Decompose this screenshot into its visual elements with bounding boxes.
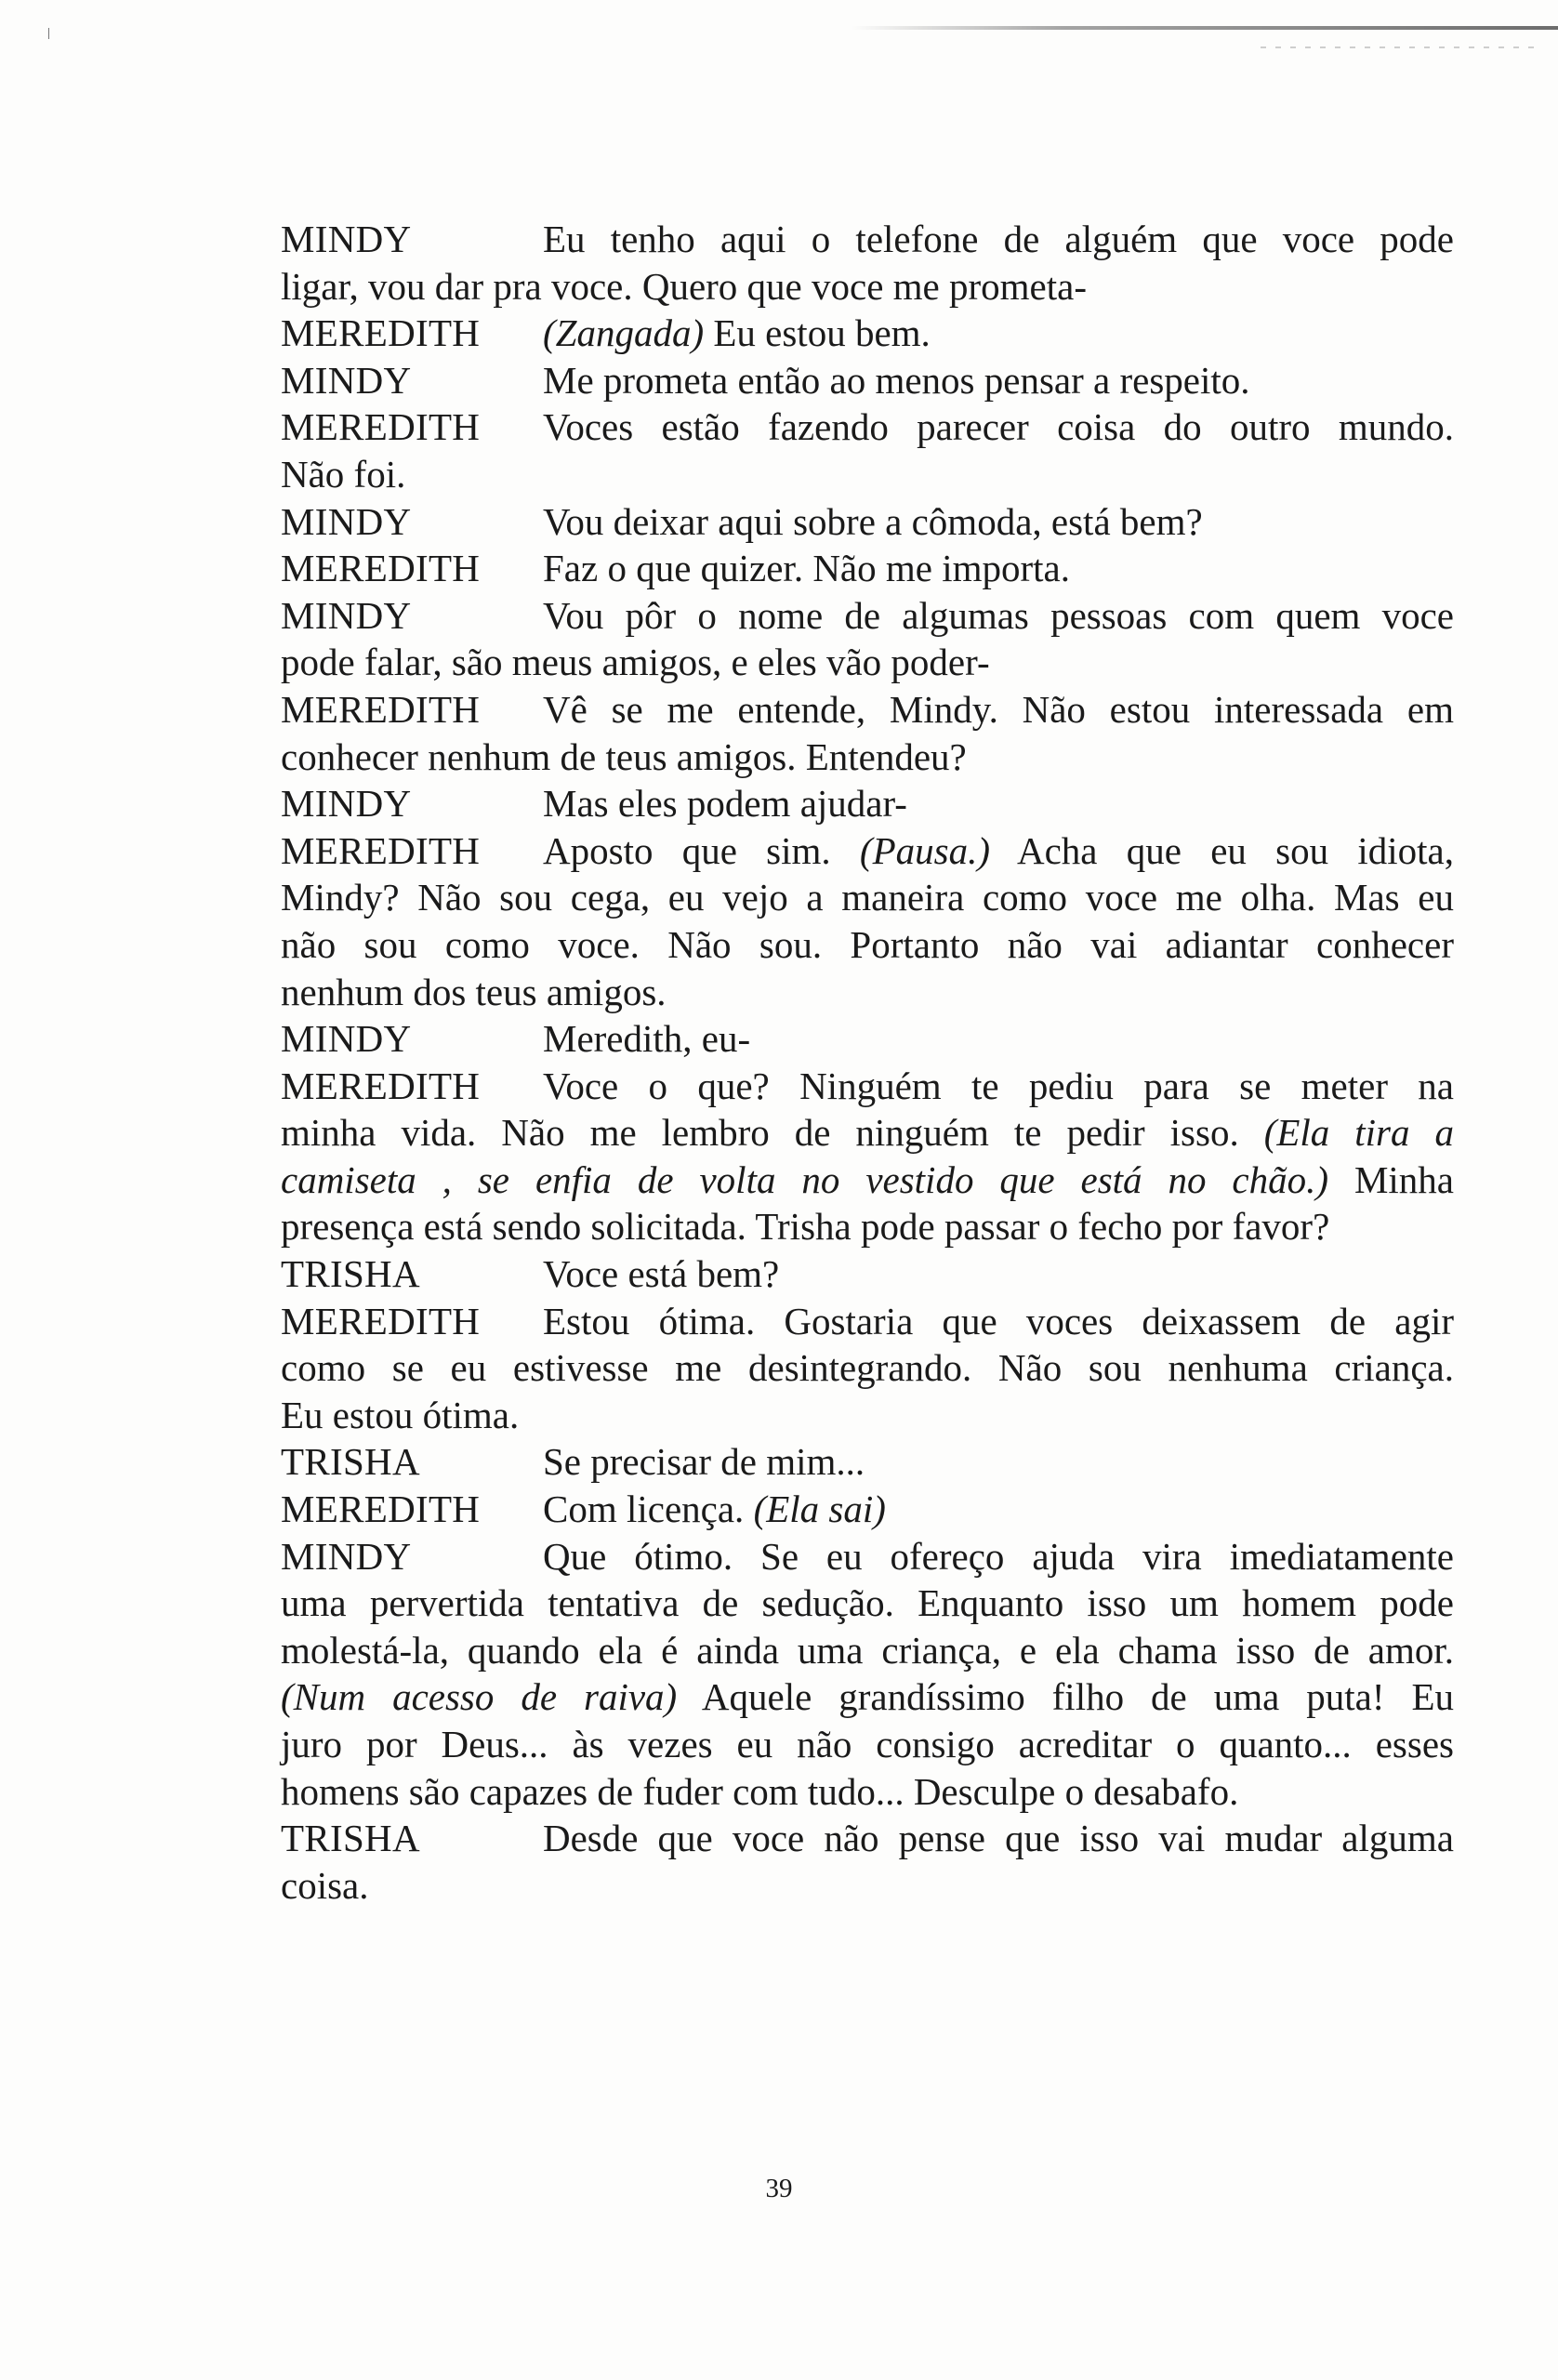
dialogue-line [281,1298,1454,1345]
dialogue-line [281,1580,1454,1627]
margin-mark [48,28,53,39]
speaker-name: MEREDITH [281,311,481,355]
dialogue-text: Vou deixar aqui sobre a cômoda, está bem? [543,499,1203,543]
dialogue-text: Eu tenho aqui o telefone de alguém que voce pode [543,218,1454,260]
dialogue-line [281,403,1454,451]
dialogue-line [281,639,1454,686]
dialogue-line [281,216,1454,263]
dialogue-text: molestá-la, quando ela é ainda uma criança, e ela chama isso de amor. [281,1628,1454,1672]
dialogue-line [281,1768,1454,1816]
dialogue-line [281,1438,1454,1486]
dialogue-text: Mindy? Não sou cega, eu vejo a maneira como voce me olha. Mas eu [281,876,1454,919]
speaker-name: MEREDITH [281,1299,481,1342]
speaker-name: MINDY [281,499,412,543]
dialogue-line [281,357,1454,404]
dialogue-text: Desde que voce não pense que isso vai mudar alguma [543,1817,1454,1860]
dialogue-text: Meredith, eu- [543,1017,751,1061]
speaker-name: MEREDITH [281,547,481,590]
dialogue-text: juro por Deus... às vezes eu não consigo acreditar o quanto... esses [281,1723,1454,1765]
dialogue-line [281,498,1454,546]
dialogue-text: Voce está bem? [543,1252,780,1296]
dialogue-line [281,1063,1454,1110]
dialogue-line [281,592,1454,640]
speaker-name: TRISHA [281,1440,420,1484]
dialogue-text: Estou ótima. Gostaria que voces deixassem de agir [543,1299,1454,1342]
dialogue-text: como se eu estivesse me desintegrando. Não sou nenhuma criança. [281,1346,1454,1390]
dialogue-text: Mas eles podem ajudar- [543,782,907,826]
speaker-name: MINDY [281,1534,412,1578]
dialogue-text: ligar, vou dar pra voce. Quero que voce me prometa- [281,264,1087,308]
dialogue-line [281,1250,1454,1298]
dialogue-line [281,1203,1454,1250]
speaker-name: MINDY [281,1017,412,1061]
speaker-name: MEREDITH [281,405,481,449]
dialogue-line [281,1109,1454,1157]
dialogue-text: nenhum dos teus amigos. [281,970,667,1013]
speaker-name: MINDY [281,218,412,260]
dialogue-text: Eu estou ótima. [281,1393,520,1436]
dialogue-text: Vou pôr o nome de algumas pessoas com quem voce [543,593,1454,637]
dialogue-line [281,874,1454,921]
dialogue-text: Eu estou bem. [704,311,931,355]
stage-direction: camiseta , se enfia de volta no vestido que está no chão.) [281,1157,1329,1201]
page-number: 39 [765,2174,793,2203]
dialogue-text: Vê se me entende, Mindy. Não estou interessada em [543,687,1454,731]
stage-direction: (Ela sai) [753,1488,886,1531]
speaker-name: MINDY [281,358,412,402]
dialogue-line [281,969,1454,1016]
dialogue-text: Não foi. [281,452,406,496]
dialogue-line [281,1862,1454,1910]
dialogue-text: Minha [1328,1157,1455,1201]
dialogue-text: Acha que eu sou idiota, [989,828,1454,872]
speaker-name: MEREDITH [281,1064,481,1107]
dialogue-line [281,1015,1454,1063]
dialogue-text: Aquele grandíssimo filho de uma puta! Eu [677,1675,1455,1719]
dialogue-text: homens são capazes de fuder com tudo... Desculpe o desabafo. [281,1769,1239,1813]
dialogue-line [281,451,1454,498]
dialogue-line [281,1721,1454,1768]
dialogue-line [281,1486,1454,1533]
dialogue-text: pode falar, são meus amigos, e eles vão poder- [281,641,990,684]
dialogue-text: uma pervertida tentativa de sedução. Enquanto isso um homem pode [281,1581,1454,1625]
script-text [281,216,1454,1909]
scan-edge-noise [1261,46,1539,48]
dialogue-line [281,921,1454,969]
dialogue-line [281,1815,1454,1862]
dialogue-text: Voce o que? Ninguém te pediu para se meter na [543,1064,1454,1107]
dialogue-line [281,1673,1454,1721]
stage-direction: (Num acesso de raiva) [281,1675,678,1719]
dialogue-line [281,1627,1454,1674]
dialogue-text: conhecer nenhum de teus amigos. Entendeu? [281,734,967,778]
dialogue-line [281,1392,1454,1439]
dialogue-line [281,1344,1454,1392]
dialogue-line [281,1533,1454,1580]
speaker-name: MEREDITH [281,687,481,731]
stage-direction: (Ela tira a [1263,1111,1454,1155]
dialogue-text: Faz o que quizer. Não me importa. [543,547,1070,590]
speaker-name: TRISHA [281,1817,420,1860]
speaker-name: MEREDITH [281,828,481,872]
stage-direction: (Zangada) [543,311,705,355]
scan-edge-shadow [852,26,1558,30]
dialogue-text: Aposto que sim. [543,828,860,872]
dialogue-line [281,734,1454,781]
dialogue-text: Se precisar de mim... [543,1440,865,1484]
speaker-name: MEREDITH [281,1488,481,1531]
dialogue-line [281,263,1454,311]
dialogue-text: não sou como voce. Não sou. Portanto não vai adiantar conhecer [281,922,1454,966]
dialogue-line [281,545,1454,592]
dialogue-text: Me prometa então ao menos pensar a respeito. [543,358,1250,402]
dialogue-line [281,310,1454,357]
speaker-name: TRISHA [281,1252,420,1296]
dialogue-text: Voces estão fazendo parecer coisa do outro mundo. [543,405,1454,449]
stage-direction: (Pausa.) [859,828,990,872]
dialogue-text: minha vida. Não me lembro de ninguém te pedir isso. [281,1111,1264,1155]
speaker-name: MINDY [281,782,412,826]
dialogue-line [281,1157,1454,1204]
dialogue-line [281,780,1454,827]
dialogue-text: Com licença. [543,1488,754,1531]
dialogue-text: presença está sendo solicitada. Trisha pode passar o fecho por favor? [281,1205,1330,1249]
dialogue-text: Que ótimo. Se eu ofereço ajuda vira imediatamente [543,1534,1454,1578]
dialogue-text: coisa. [281,1863,369,1907]
speaker-name: MINDY [281,593,412,637]
dialogue-line [281,686,1454,734]
dialogue-line [281,827,1454,875]
